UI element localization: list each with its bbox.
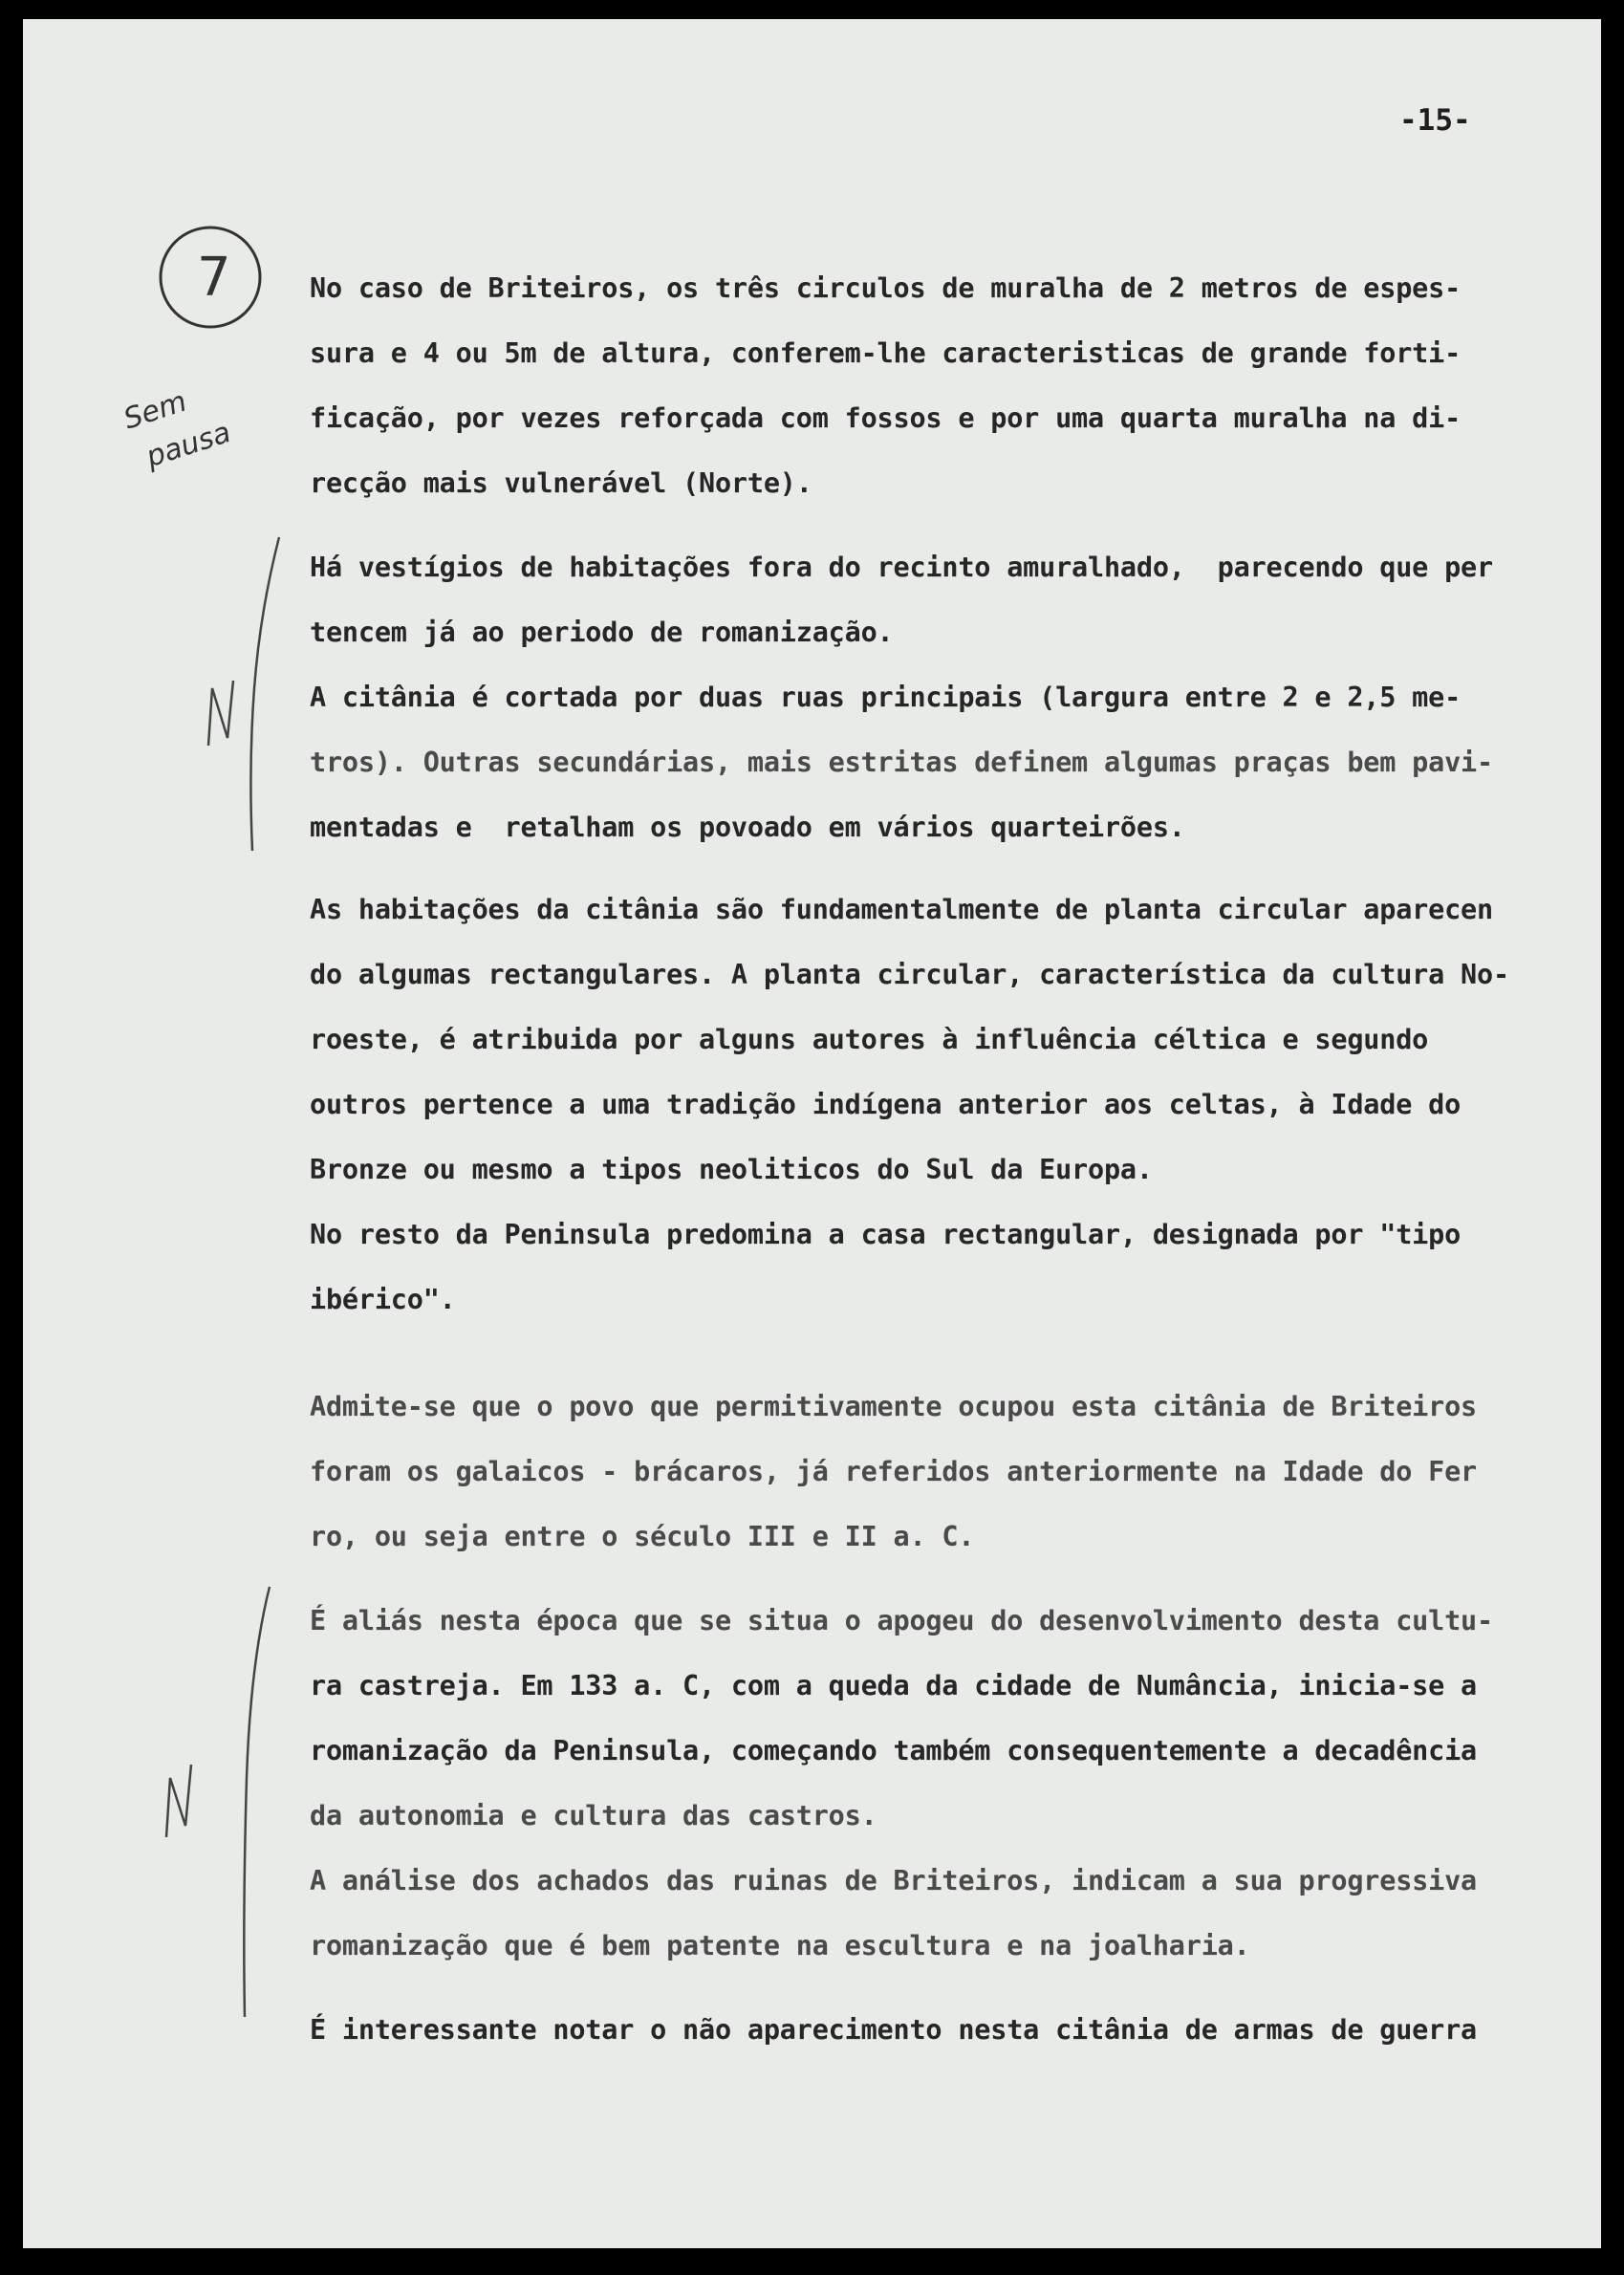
text-line: ficação, por vezes reforçada com fossos e por uma quarta muralha na di- xyxy=(310,402,1462,434)
margin-note-line1: Sem xyxy=(119,384,191,437)
text-line: outros pertence a uma tradição indígena anterior aos celtas, à Idade do xyxy=(310,1089,1462,1120)
text-line: da autonomia e cultura das castros. xyxy=(310,1800,877,1831)
text-line: recção mais vulnerável (Norte). xyxy=(310,467,812,499)
circled-number: 7 xyxy=(197,247,231,309)
text-line: No resto da Peninsula predomina a casa rectangular, designada por "tipo xyxy=(310,1219,1462,1250)
margin-bracket-icon-2 xyxy=(244,1587,270,2017)
text-line: tros). Outras secundárias, mais estritas definem algumas praças bem pavi- xyxy=(310,747,1493,778)
text-line: É interessante notar o não aparecimento nesta citânia de armas de guerra xyxy=(310,2014,1478,2046)
margin-note-line2: pausa xyxy=(141,415,235,475)
text-line: roeste, é atribuida por alguns autores à influência céltica e segundo xyxy=(310,1024,1429,1055)
text-line: ro, ou seja entre o século III e II a. C. xyxy=(310,1521,975,1552)
text-line: Há vestígios de habitações fora do recinto amuralhado, parecendo que per xyxy=(310,552,1493,583)
n-check-mark-icon-2 xyxy=(166,1765,191,1837)
document-page xyxy=(23,19,1601,2248)
text-line: A citânia é cortada por duas ruas principais (largura entre 2 e 2,5 me- xyxy=(310,682,1462,713)
text-line: sura e 4 ou 5m de altura, conferem-lhe caracteristicas de grande forti- xyxy=(310,337,1462,369)
text-line: ra castreja. Em 133 a. C, com a queda da cidade de Numância, inicia-se a xyxy=(310,1670,1478,1701)
text-line: foram os galaicos - brácaros, já referidos anteriormente na Idade do Fer xyxy=(310,1456,1478,1487)
text-line: ibérico". xyxy=(310,1284,456,1315)
text-line: A análise dos achados das ruinas de Briteiros, indicam a sua progressiva xyxy=(310,1865,1478,1896)
margin-bracket-icon xyxy=(250,537,279,851)
text-line: Admite-se que o povo que permitivamente ocupou esta citânia de Briteiros xyxy=(310,1391,1478,1422)
text-line: tencem já ao periodo de romanização. xyxy=(310,617,894,648)
n-check-mark-icon xyxy=(208,681,233,746)
text-line: romanização da Peninsula, começando também consequentemente a decadência xyxy=(310,1735,1478,1766)
text-line: do algumas rectangulares. A planta circular, característica da cultura No- xyxy=(310,959,1509,990)
text-line: romanização que é bem patente na escultura e na joalharia. xyxy=(310,1930,1250,1961)
text-line: mentadas e retalham os povoado em vários quarteirões. xyxy=(310,812,1185,843)
text-line: As habitações da citânia são fundamentalmente de planta circular aparecen xyxy=(310,894,1493,925)
text-line: No caso de Briteiros, os três circulos de muralha de 2 metros de espes- xyxy=(310,272,1462,304)
text-line: Bronze ou mesmo a tipos neoliticos do Sul da Europa. xyxy=(310,1154,1153,1185)
text-line: É aliás nesta época que se situa o apogeu do desenvolvimento desta cultu- xyxy=(310,1605,1493,1636)
page-number: -15- xyxy=(1399,103,1471,138)
